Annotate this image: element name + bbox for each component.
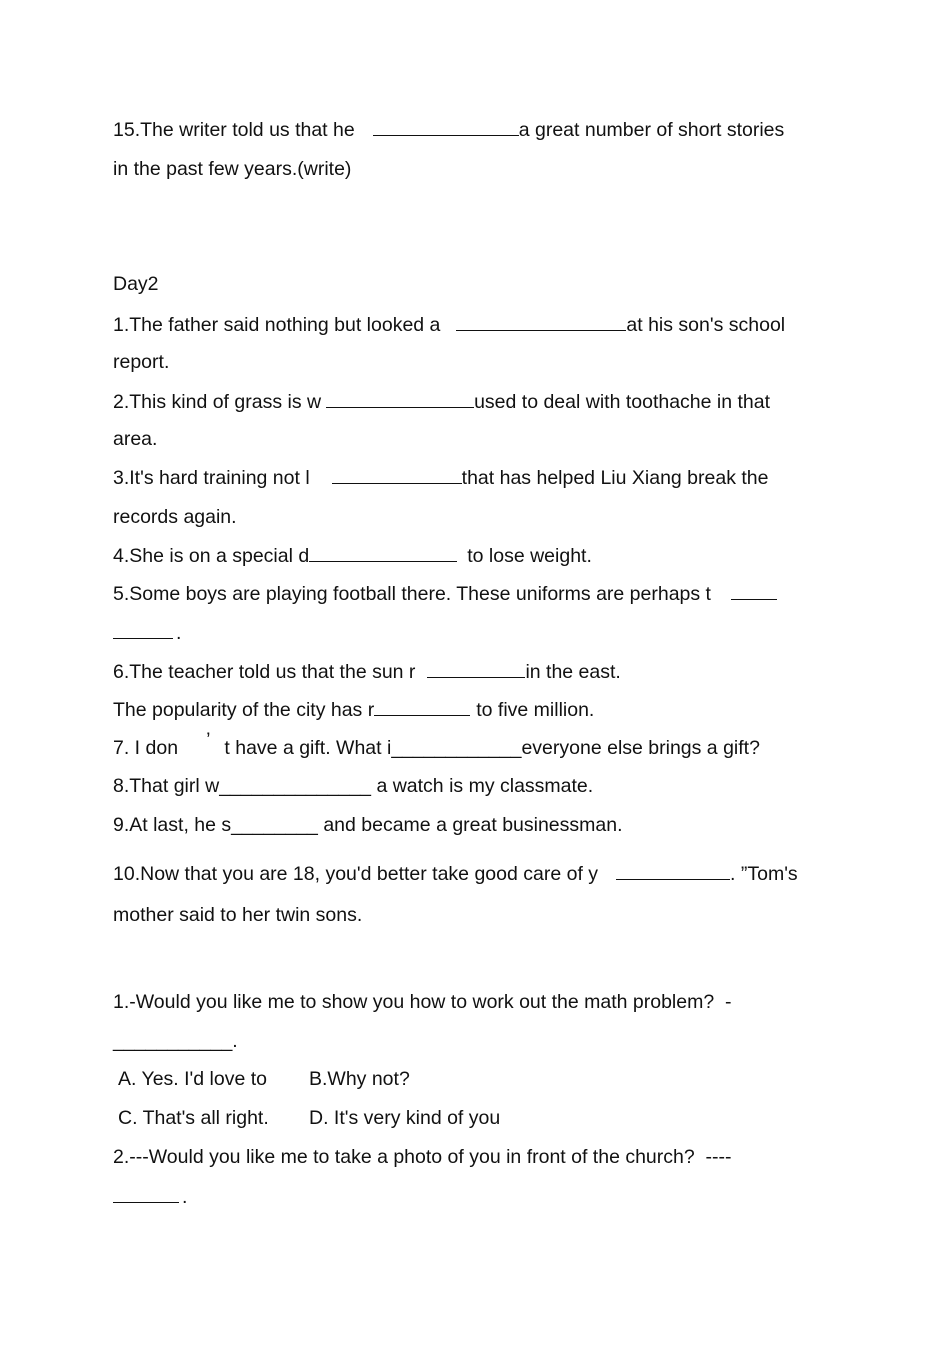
day2-question-7 <box>113 729 760 760</box>
day2-question-4 <box>113 543 592 568</box>
question-text: 6.The teacher told us that the sun r <box>113 661 416 683</box>
day2-question-5-line-1 <box>113 581 777 606</box>
answer-blank[interactable] <box>332 465 462 484</box>
answer-blank[interactable] <box>427 659 525 678</box>
day2-question-10-line-2: mother said to her twin sons. <box>113 904 363 926</box>
question-text-after: . <box>182 1186 188 1208</box>
question-text-after: t have a gift. What i____________everyone else brings a gift? <box>224 737 760 759</box>
question-text: 4.She is on a special d <box>113 545 310 567</box>
day2-question-10-line-1 <box>113 861 798 886</box>
day2-question-5-line-2 <box>113 620 181 645</box>
day2-question-8: 8.That girl w______________ a watch is my classmate. <box>113 775 594 797</box>
day2-question-2-line-2: area. <box>113 428 158 450</box>
question-text: The popularity of the city has r <box>113 699 375 721</box>
answer-blank[interactable] <box>373 117 519 136</box>
question-text-after: in the east. <box>525 661 621 683</box>
day-heading: Day2 <box>113 273 159 295</box>
question-text-after: at his son's school <box>626 314 786 336</box>
answer-blank[interactable] <box>309 543 457 562</box>
day2-question-1-line-1 <box>113 312 785 337</box>
answer-blank[interactable] <box>113 1184 179 1203</box>
question-text-after: . <box>176 622 182 644</box>
answer-blank[interactable] <box>616 861 730 880</box>
question-text: 10.Now that you are 18, you'd better take good care of y <box>113 863 599 885</box>
day2-question-3-line-2: records again. <box>113 506 237 528</box>
option-c[interactable]: C. That's all right. <box>118 1107 269 1129</box>
option-b[interactable]: B.Why not? <box>309 1068 410 1090</box>
question-text: 1.The father said nothing but looked a <box>113 314 441 336</box>
day2-question-1-line-2: report. <box>113 351 170 373</box>
mc-question-1: 1.-Would you like me to show you how to work out the math problem? - <box>113 991 732 1013</box>
answer-blank[interactable] <box>456 312 626 331</box>
question-text-after: to lose weight. <box>467 545 592 567</box>
question-text: 5.Some boys are playing football there. These uniforms are perhaps t <box>113 583 711 605</box>
day2-question-2-line-1 <box>113 389 770 414</box>
option-a[interactable]: A. Yes. I'd love to <box>118 1068 267 1090</box>
answer-blank[interactable] <box>113 620 173 639</box>
mc-question-1-blank[interactable]: ___________. <box>113 1030 238 1052</box>
question-text: 3.It's hard training not l <box>113 467 310 489</box>
question-15-line-1 <box>113 117 784 142</box>
mc-question-2-blank-line <box>113 1184 187 1209</box>
answer-blank[interactable] <box>731 581 777 600</box>
question-text-after: that has helped Liu Xiang break the <box>461 467 769 489</box>
day2-question-3-line-1 <box>113 465 768 490</box>
day2-question-6b <box>113 697 594 722</box>
question-text-after: . ”Tom's <box>730 863 798 885</box>
day2-question-6 <box>113 659 621 684</box>
question-15-text-a: 15.The writer told us that he <box>113 119 355 141</box>
apostrophe: ’ <box>206 729 211 751</box>
day2-question-9: 9.At last, he s________ and became a great businessman. <box>113 814 623 836</box>
answer-blank[interactable] <box>374 697 470 716</box>
question-15-text-b: a great number of short stories <box>518 119 785 141</box>
question-text: 7. I don <box>113 737 179 759</box>
mc-question-2: 2.---Would you like me to take a photo of you in front of the church? ---- <box>113 1146 732 1168</box>
question-text: 2.This kind of grass is w <box>113 391 322 413</box>
question-text-after: used to deal with toothache in that <box>474 391 771 413</box>
question-text-after: to five million. <box>476 699 595 721</box>
option-d[interactable]: D. It's very kind of you <box>309 1107 501 1129</box>
question-15-line-2: in the past few years.(write) <box>113 158 352 180</box>
answer-blank[interactable] <box>326 389 474 408</box>
